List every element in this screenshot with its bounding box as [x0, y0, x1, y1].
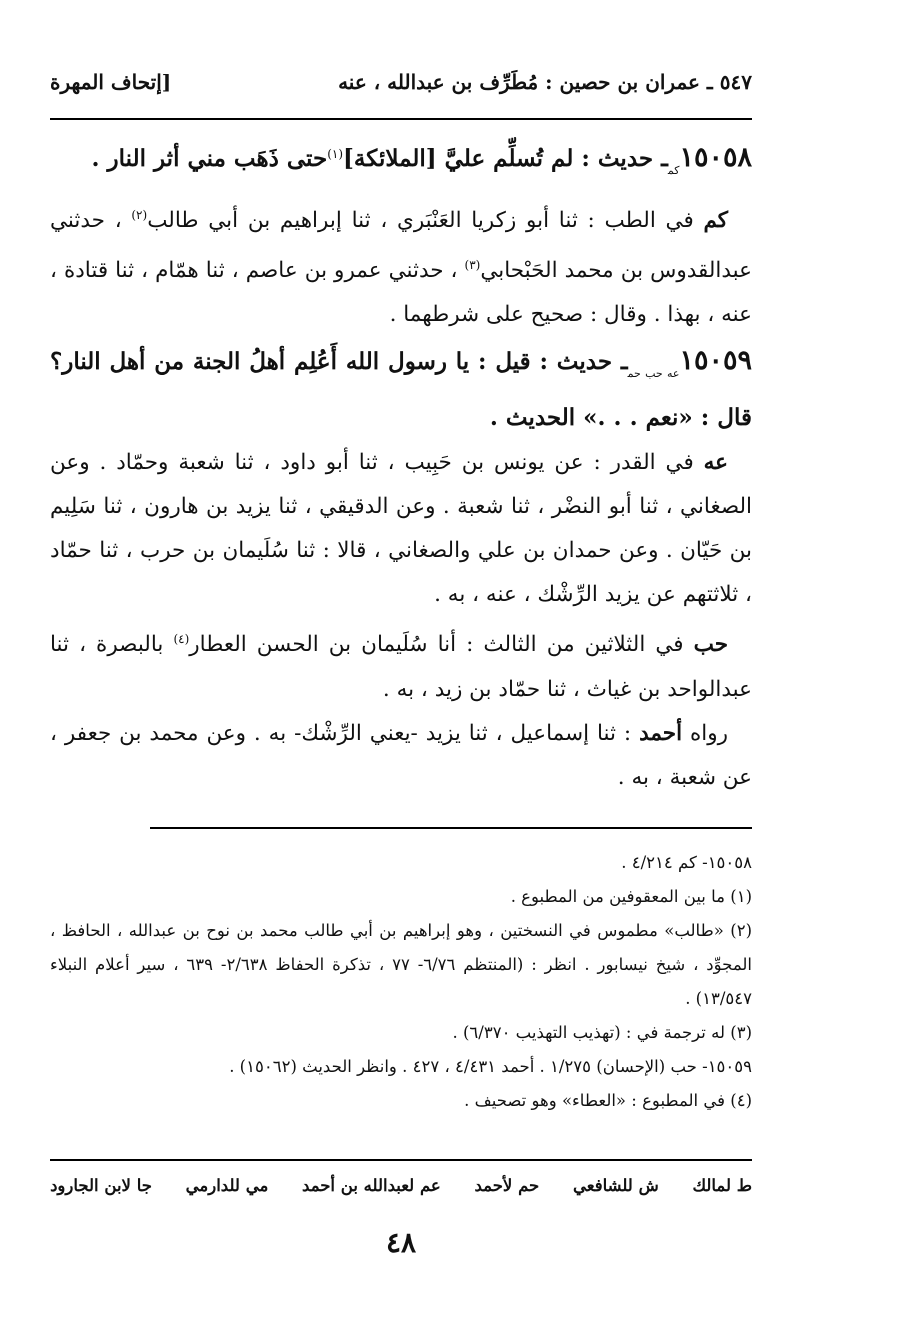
- entry-number: ١٥٠٥٩: [679, 345, 752, 377]
- isnad-text: ، حدثني عبدالقدوس بن محمد الحَبْحابي: [50, 208, 752, 284]
- footnote-ref: (٣): [464, 258, 481, 273]
- isnad-text: رواه: [682, 720, 728, 746]
- entry-source-code: عه حب حم: [627, 367, 680, 381]
- footnote: (٣) له ترجمة في : (تهذيب التهذيب ٦/٣٧٠) .: [452, 1023, 752, 1042]
- footnote: ١٥٠٥٩- حب (الإحسان) ١/٢٧٥ . أحمد ٤/٤٣١ ، ٤٢٧ . وانظر الحديث (١٥٠٦٢) .: [229, 1057, 752, 1076]
- footnote-ref: (٢): [131, 208, 148, 223]
- legend-item: عم لعبدالله بن أحمد: [302, 1175, 441, 1195]
- source-abbrev: عه: [703, 450, 728, 476]
- legend-item: ش للشافعي: [573, 1175, 659, 1195]
- isnad-text: بالبصرة ، ثنا عبدالواحد بن غياث ، ثنا حمّاد بن زيد ، به .: [50, 632, 752, 702]
- footnote: (١) ما بين المعقوفين من المطبوع .: [510, 887, 752, 906]
- legend-item: حم لأحمد: [474, 1175, 540, 1195]
- header-book-title: [إتحاف المهرة: [50, 70, 172, 94]
- entry-paragraph: [50, 617, 752, 711]
- entry-hadith-text: ـ حديث : لم تُسلِّم عليَّ [الملائكة]: [343, 145, 668, 173]
- isnad-text: : ثنا إسماعيل ، ثنا يزيد -يعني الرِّشْك- به . وعن محمد بن جعفر ، عن شعبة ، به .: [50, 720, 752, 790]
- footnote-ref: (٤): [173, 632, 190, 647]
- running-header: [50, 62, 752, 102]
- entry-paragraph: [50, 712, 752, 800]
- footnote-ref: (١): [327, 147, 344, 161]
- entry-heading-15058: [50, 132, 752, 193]
- entry-paragraph: [50, 193, 752, 337]
- isnad-text: في الثلاثين من الثالث : أنا سُلَيمان بن الحسن العطار: [189, 632, 694, 658]
- entry-hadith-text: ـ حديث : قيل : يا رسول الله أَعُلِم أهلُ الجنة من أهل النار؟ قال : «نعم . . .» الحديث .: [50, 348, 752, 432]
- source-abbrev: أحمد: [639, 720, 683, 746]
- main-text: [50, 132, 752, 800]
- entry-paragraph: [50, 441, 752, 617]
- footnote: (٢) «طالب» مطموس في النسختين ، وهو إبراهيم بن أبي طالب محمد بن نوح بن عبدالله ، الحافظ ، المجوِّد ، شيخ نيسابور . انظر : (المنتظم ٦/٧٦- ٧٧ ، تذكرة الحفاظ ٢/٦٣٨- ٦٣٩ ، سير أعلام النبلاء ١٣/٥٤٧) .: [50, 921, 752, 1008]
- header-rule: [50, 118, 752, 120]
- source-abbrev: حب: [693, 632, 728, 658]
- isnad-text: في القدر : عن يونس بن حَبِيب ، ثنا أبو داود ، ثنا شعبة وحمّاد . وعن الصغاني ، ثنا أبو النضْر ، ثنا شعبة . وعن الدقيقي ، ثنا يزيد بن هارون ، ثنا سَلِيم بن حَيّان . وعن حمدان بن علي والصغاني ، قالا : ثنا سُلَيمان بن حرب ، ثنا حمّاد ، ثلاثتهم عن يزيد الرِّشْك ، عنه ، به .: [50, 450, 752, 608]
- source-abbrev: كم: [703, 208, 728, 234]
- isnad-text: في الطب : ثنا أبو زكريا العَنْبَري ، ثنا إبراهيم بن أبي طالب: [147, 208, 704, 234]
- legend-item: جا لابن الجارود: [50, 1175, 152, 1195]
- header-chapter-title: ٥٤٧ ـ عمران بن حصين : مُطَرِّف بن عبدالله ، عنه: [338, 70, 752, 94]
- footnotes-rule: [150, 827, 752, 829]
- page-number: ٤٨: [385, 1226, 417, 1259]
- isnad-text: ، حدثني عمرو بن عاصم ، ثنا همّام ، ثنا قتادة ، عنه ، بهذا . وقال : صحيح على شرطهما .: [50, 258, 752, 328]
- entry-number: ١٥٠٥٨: [679, 142, 752, 174]
- entry-heading-15059: [50, 339, 752, 441]
- legend-rule: [50, 1159, 752, 1161]
- legend-item: ط لمالك: [692, 1175, 752, 1195]
- abbreviation-legend: [50, 1166, 752, 1204]
- entry-hadith-text-rest: حتى ذَهَب مني أثر النار .: [91, 145, 328, 173]
- legend-item: مي للدارمي: [185, 1175, 269, 1195]
- footnotes: [50, 846, 752, 1118]
- footnote: ١٥٠٥٨- كم ٤/٢١٤ .: [621, 853, 752, 872]
- footnote: (٤) في المطبوع : «العطاء» وهو تصحيف .: [464, 1091, 752, 1110]
- entry-source-code: كم: [667, 164, 680, 178]
